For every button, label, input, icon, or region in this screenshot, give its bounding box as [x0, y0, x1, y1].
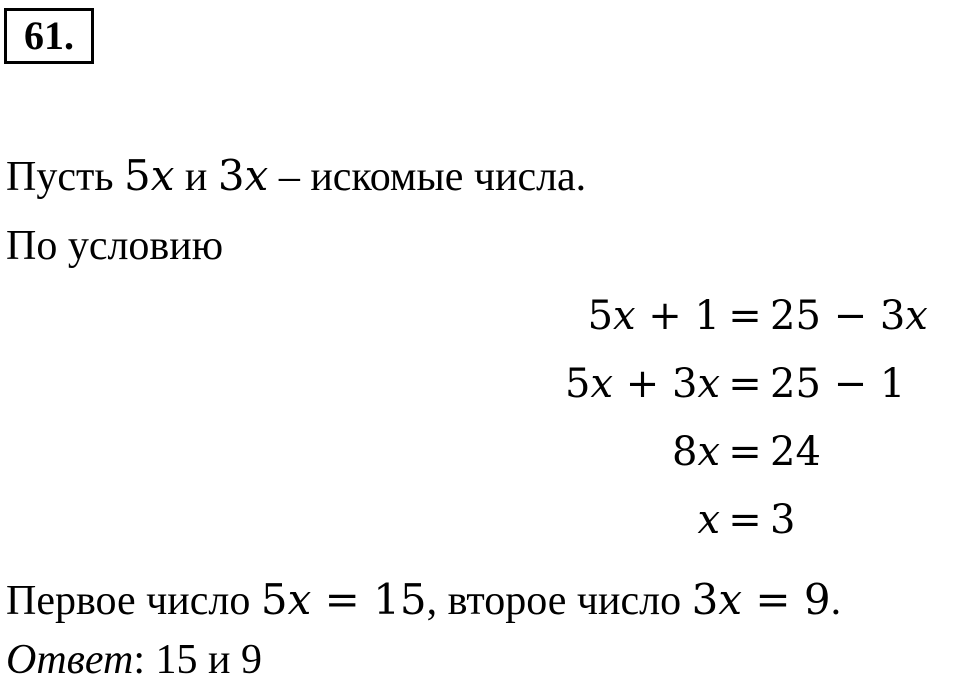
result-middle: , второе число [426, 578, 692, 624]
result-prefix: Первое число [6, 578, 261, 624]
equation-3-rel: = [728, 429, 762, 475]
math-variable-x: x [590, 361, 614, 407]
problem-number-box [4, 8, 94, 64]
equation-2-rel: = [728, 361, 762, 407]
equation-row-1 [500, 292, 928, 340]
intro-coef-a: 5 [123, 151, 151, 200]
equation-1-rel: = [728, 293, 762, 339]
intro-prefix: Пусть [6, 154, 124, 200]
equation-4-rel: = [728, 497, 762, 543]
intro-line [6, 152, 586, 201]
equation-block [500, 290, 960, 560]
answer-value: 15 и 9 [144, 637, 262, 683]
intro-suffix: – искомые числа. [268, 154, 587, 200]
math-variable-x: x [697, 361, 720, 407]
equation-1-rhs: 25 − 3x [770, 293, 928, 339]
equation-row-2 [500, 360, 905, 408]
equation-2-rhs: 25 − 1 [770, 361, 906, 407]
answer-colon: : [133, 637, 145, 683]
equation-4-lhs [500, 496, 720, 544]
intro-conj: и [174, 154, 218, 200]
equation-3-rhs: 24 [770, 429, 821, 475]
equation-3-lhs: 8x [671, 429, 720, 475]
equation-1-lhs: 5x + 1 [587, 293, 720, 339]
answer-label: Ответ [6, 637, 134, 683]
math-variable-x: x [905, 293, 928, 339]
answer-line [6, 636, 262, 684]
result-line [6, 576, 841, 625]
equation-4-rhs: 3 [770, 497, 796, 543]
intro-var-2: x [244, 151, 269, 200]
intro-coef-b: 3 [217, 151, 245, 200]
math-variable-x: x [697, 429, 720, 475]
math-variable-x: x [613, 293, 636, 339]
problem-number: 61. [24, 13, 74, 58]
intro-var-1: x [150, 151, 175, 200]
math-variable-x: x [697, 497, 720, 543]
result-suffix: . [830, 578, 842, 624]
result-first-expr: 5x = 15 [260, 575, 427, 624]
math-variable-x: x [718, 575, 743, 624]
math-variable-x: x [287, 575, 312, 624]
equation-row-3 [500, 428, 821, 476]
equation-row-4 [500, 496, 795, 544]
condition-text: По условию [6, 223, 224, 269]
condition-line [6, 222, 223, 270]
equation-2-lhs: 5x + 3x [565, 361, 720, 407]
result-second-expr: 3x = 9 [691, 575, 831, 624]
